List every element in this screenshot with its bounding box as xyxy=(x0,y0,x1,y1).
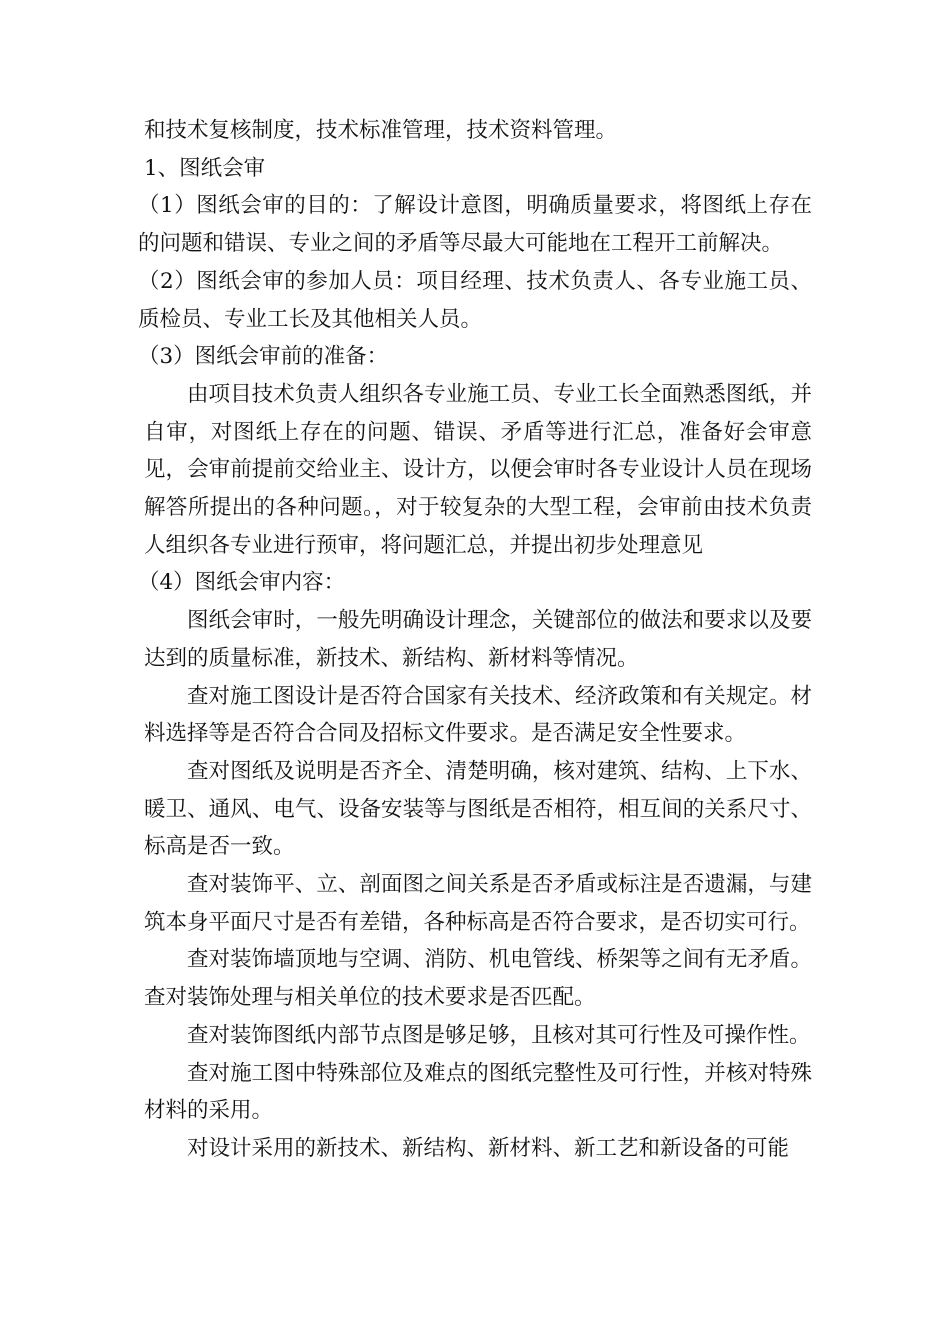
section-heading-drawing-review: 1、图纸会审 xyxy=(144,155,266,181)
paragraph-review-participants: （2）图纸会审的参加人员：项目经理、技术负责人、各专业施工员、质检员、专业工长及其他相关人员。 xyxy=(138,268,812,332)
paragraph-content-node-check: 查对装饰图纸内部节点图是够足够，且核对其可行性及可操作性。 xyxy=(187,1022,811,1048)
document-body xyxy=(138,112,812,1168)
paragraph-review-purpose: （1）图纸会审的目的：了解设计意图，明确质量要求，将图纸上存在的问题和错误、专业之间的矛盾等尽最大可能地在工程开工前解决。 xyxy=(138,193,812,257)
paragraph-continuation: 和技术复核制度，技术标准管理，技术资料管理。 xyxy=(144,118,618,143)
paragraph-content-new-technology: 对设计采用的新技术、新结构、新材料、新工艺和新设备的可能 xyxy=(187,1135,790,1161)
paragraph-review-content-heading: （4）图纸会审内容： xyxy=(138,570,346,596)
paragraph-content-design-concept: 图纸会审时，一般先明确设计理念，关键部位的做法和要求以及要达到的质量标准，新技术、新结构、新材料等情况。 xyxy=(144,608,812,671)
paragraph-content-policy-check: 查对施工图设计是否符合国家有关技术、经济政策和有关规定。材料选择等是否符合合同及招标文件要求。是否满足安全性要求。 xyxy=(144,683,812,747)
paragraph-content-section-check: 查对装饰平、立、剖面图之间关系是否矛盾或标注是否遗漏，与建筑本身平面尺寸是否有差错，各种标高是否符合要求，是否切实可行。 xyxy=(144,872,812,935)
paragraph-review-preparation-heading: （3）图纸会审前的准备： xyxy=(138,344,389,370)
paragraph-content-conflict-check: 查对装饰墙顶地与空调、消防、机电管线、桥架等之间有无矛盾。查对装饰处理与相关单位的技术要求是否匹配。 xyxy=(144,947,812,1011)
paragraph-content-special-parts-check: 查对施工图中特殊部位及难点的图纸完整性及可行性，并核对特殊材料的采用。 xyxy=(144,1060,812,1124)
paragraph-content-completeness-check: 查对图纸及说明是否齐全、清楚明确，核对建筑、结构、上下水、暖卫、通风、电气、设备安装等与图纸是否相符，相互间的关系尺寸、标高是否一致。 xyxy=(144,758,812,860)
paragraph-review-preparation: 由项目技术负责人组织各专业施工员、专业工长全面熟悉图纸，并自审，对图纸上存在的问题、错误、矛盾等进行汇总，准备好会审意见，会审前提前交给业主、设计方，以便会审时各专业设计人员在现场解答所提出的各种问题。，对于较复杂的大型工程，会审前由技术负责人组织各专业进行预审，将问题汇总，并提出初步处理意见 xyxy=(144,381,812,558)
